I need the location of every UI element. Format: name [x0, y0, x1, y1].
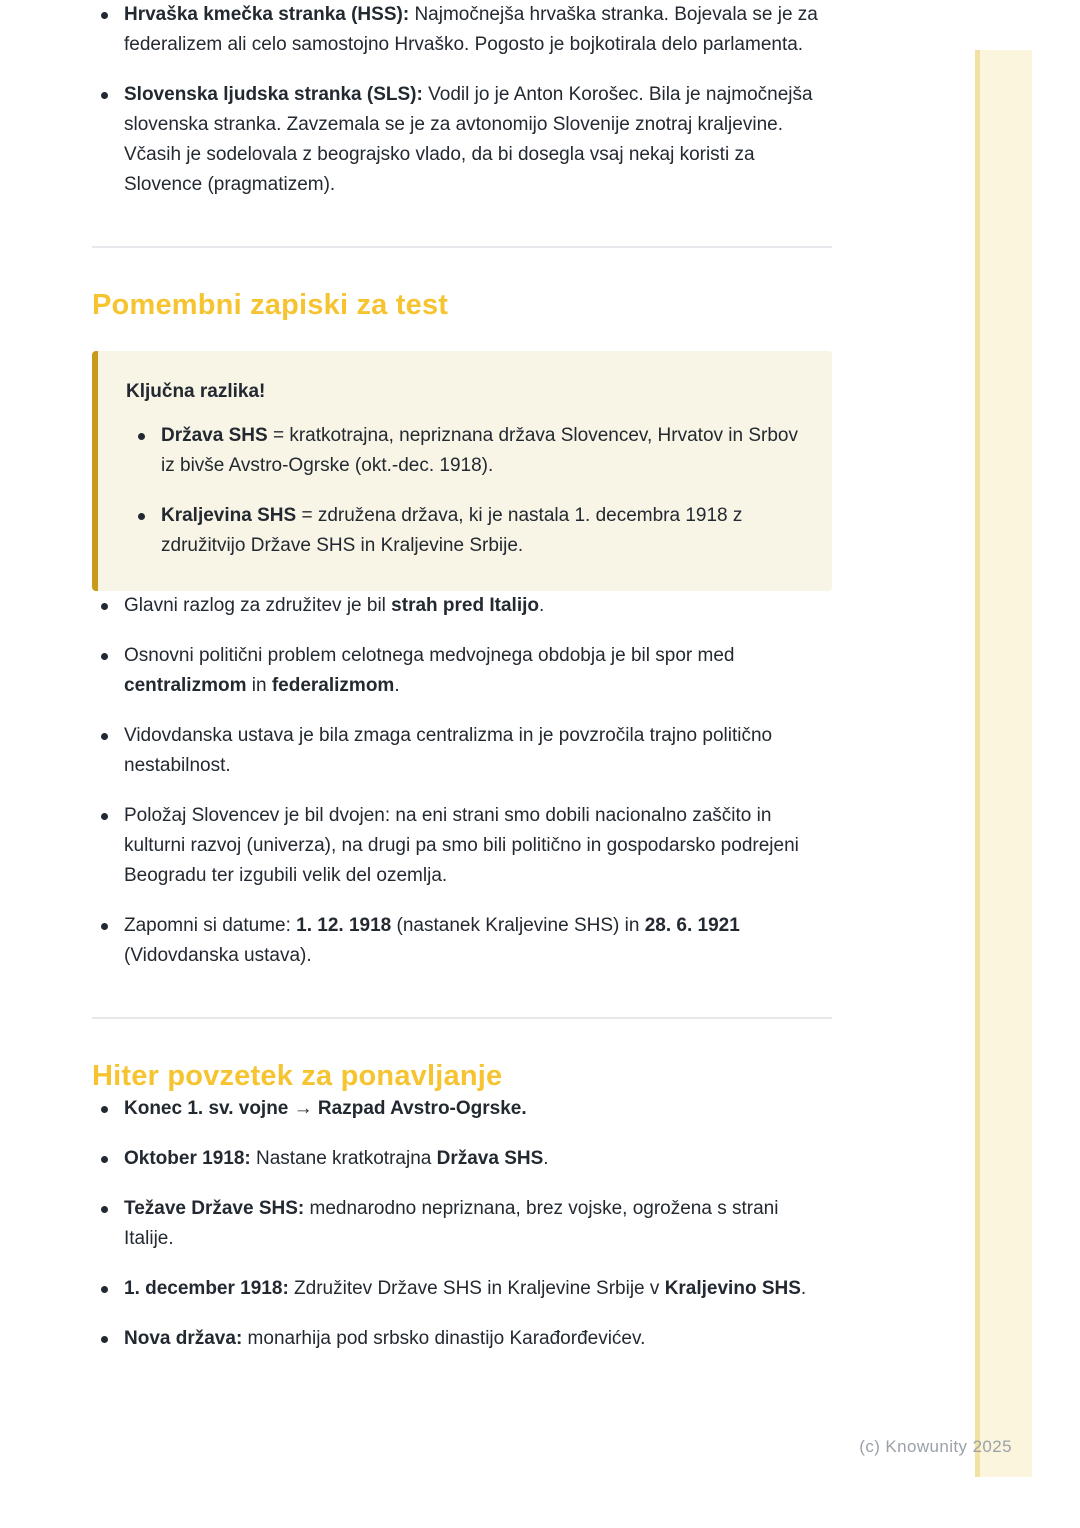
list-item: Država SHS = kratkotrajna, nepriznana država Slovencev, Hrvatov in Srbov iz bivše Avstro-Ogrske (okt.-dec. 1918).: [126, 421, 802, 481]
summary-list: [92, 1094, 832, 1354]
list-item: Kraljevina SHS = združena država, ki je nastala 1. decembra 1918 z združitvijo Države SHS in Kraljevine Srbije.: [126, 501, 802, 561]
list-item: Nova država: monarhija pod srbsko dinastijo Karađorđevićev.: [92, 1324, 832, 1354]
notes-list: [92, 591, 832, 971]
list-item: Zapomni si datume: 1. 12. 1918 (nastanek Kraljevine SHS) in 28. 6. 1921 (Vidovdanska ustava).: [92, 911, 832, 971]
list-item: Oktober 1918: Nastane kratkotrajna Država SHS.: [92, 1144, 832, 1174]
side-highlight-strip: [975, 50, 1032, 1477]
callout-title: Ključna razlika!: [126, 381, 266, 402]
notes-section-heading: Pomembni zapiski za test: [92, 289, 449, 321]
document-content: [92, 0, 832, 1354]
list-item: Osnovni politični problem celotnega medvojnega obdobja je bil spor med centralizmom in federalizmom.: [92, 641, 832, 701]
list-item: Glavni razlog za združitev je bil strah pred Italijo.: [92, 591, 832, 621]
list-item: Težave Države SHS: mednarodno nepriznana, brez vojske, ogrožena s strani Italije.: [92, 1194, 832, 1254]
list-item: Položaj Slovencev je bil dvojen: na eni strani smo dobili nacionalno zaščito in kulturni razvoj (univerza), na drugi pa smo bili politično in gospodarsko podrejeni Beogradu ter izgubili velik del ozemlja.: [92, 801, 832, 891]
list-item: Konec 1. sv. vojne → Razpad Avstro-Ogrske.: [92, 1094, 832, 1124]
list-item: 1. december 1918: Združitev Države SHS in Kraljevine Srbije v Kraljevino SHS.: [92, 1274, 832, 1304]
list-item: Vidovdanska ustava je bila zmaga centralizma in je povzročila trajno politično nestabilnost.: [92, 721, 832, 781]
key-difference-callout: [92, 351, 832, 591]
section-divider: [92, 1017, 832, 1019]
party-list: [92, 0, 832, 200]
callout-list: [126, 421, 802, 561]
copyright-watermark: (c) Knowunity 2025: [859, 1437, 1012, 1456]
list-item: Slovenska ljudska stranka (SLS): Vodil jo je Anton Korošec. Bila je najmočnejša slovenska stranka. Zavzemala se je za avtonomijo Slovenije znotraj kraljevine. Včasih je sodelovala z beograjsko vlado, da bi dosegla vsaj nekaj koristi za Slovence (pragmatizem).: [92, 80, 832, 200]
section-divider: [92, 246, 832, 248]
summary-section-heading: Hiter povzetek za ponavljanje: [92, 1060, 503, 1092]
list-item: Hrvaška kmečka stranka (HSS): Najmočnejša hrvaška stranka. Bojevala se je za federalizem ali celo samostojno Hrvaško. Pogosto je bojkotirala delo parlamenta.: [92, 0, 832, 60]
